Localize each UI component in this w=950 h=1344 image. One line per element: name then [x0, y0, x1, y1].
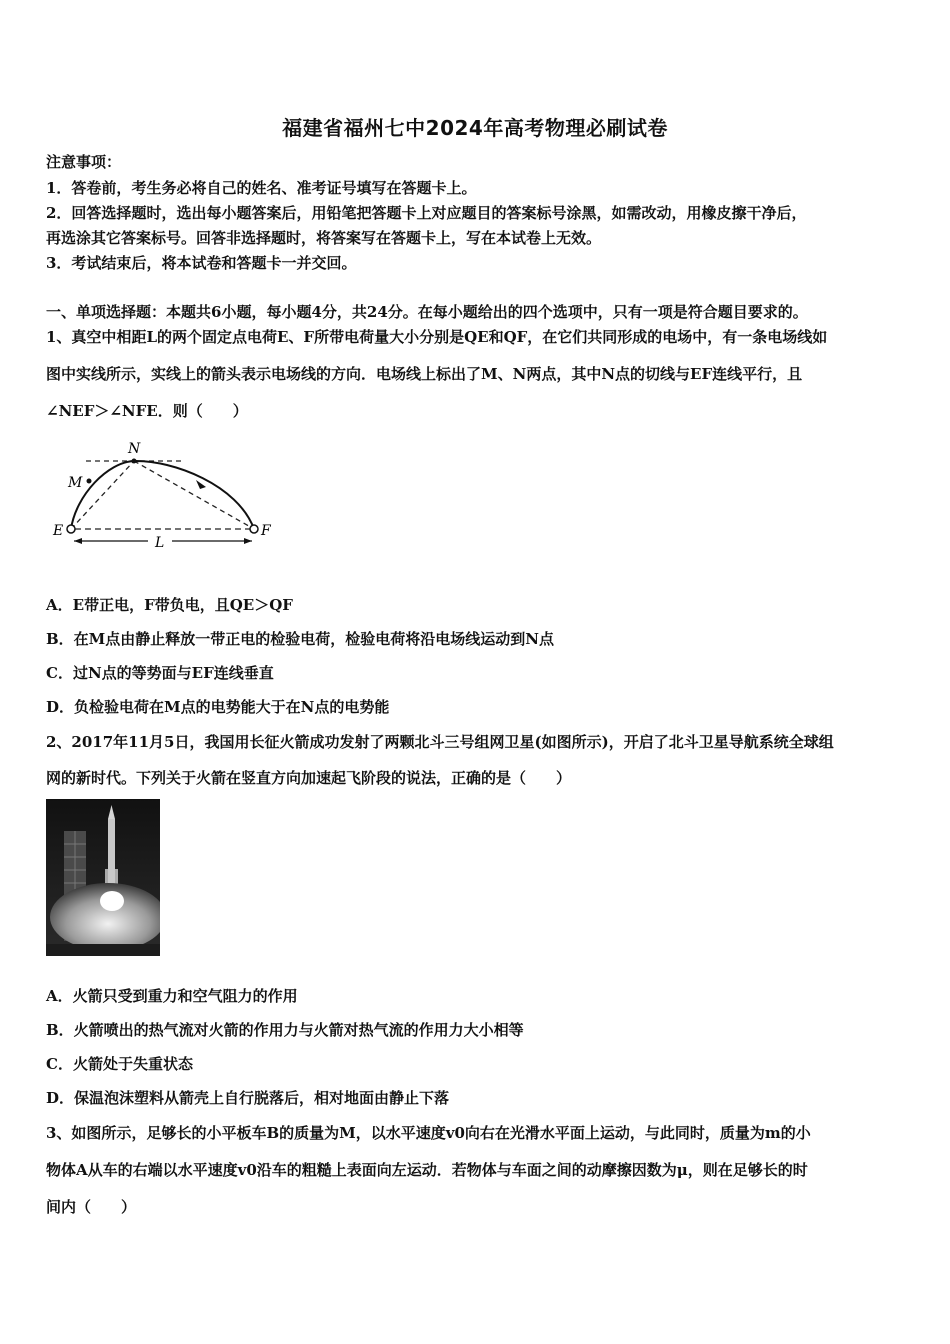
question-2-option: B．火箭喷出的热气流对火箭的作用力与火箭对热气流的作用力大小相等	[46, 1021, 524, 1039]
question-1-option: B．在M点由静止释放一带正电的检验电荷，检验电荷将沿电场线运动到N点	[46, 630, 554, 648]
section-heading: 一、单项选择题：本题共6小题，每小题4分，共24分。在每小题给出的四个选项中，只有一项是符合题目要求的。	[46, 303, 808, 321]
page-title: 福建省福州七中2024年高考物理必刷试卷	[282, 116, 668, 140]
question-2-option: A．火箭只受到重力和空气阻力的作用	[46, 987, 298, 1005]
label-N: N	[128, 441, 141, 457]
label-E: E	[53, 523, 64, 539]
label-F: F	[261, 523, 271, 539]
question-2-option: D．保温泡沫塑料从箭壳上自行脱落后，相对地面由静止下落	[46, 1089, 450, 1107]
question-1-option: A．E带正电，F带负电，且QE＞QF	[46, 596, 293, 614]
question-1-text: ∠NEF＞∠NFE．则（ ）	[46, 402, 248, 420]
label-M: M	[68, 475, 83, 491]
question-2-text: 2、2017年11月5日，我国用长征火箭成功发射了两颗北斗三号组网卫星(如图所示)，开启了北斗卫星导航系统全球组	[46, 733, 834, 751]
question-1-text: 1、真空中相距L的两个固定点电荷E、F所带电荷量大小分别是QE和QF，在它们共同形成的电场中，有一条电场线如	[46, 328, 828, 346]
question-3-text: 间内（ ）	[46, 1198, 137, 1216]
question-2-text: 网的新时代。下列关于火箭在竖直方向加速起飞阶段的说法，正确的是（ ）	[46, 769, 572, 787]
label-L: L	[155, 535, 165, 551]
question-3-text: 3、如图所示，足够长的小平板车B的质量为M，以水平速度v0向右在光滑水平面上运动，与此同时，质量为m的小	[46, 1124, 811, 1142]
note-item: 2．回答选择题时，选出每小题答案后，用铅笔把答题卡上对应题目的答案标号涂黑，如需改动，用橡皮擦干净后，	[46, 204, 807, 222]
notes-heading: 注意事项：	[46, 153, 122, 171]
note-item: 再选涂其它答案标号。回答非选择题时，将答案写在答题卡上，写在本试卷上无效。	[46, 229, 602, 247]
question-1-option: C．过N点的等势面与EF连线垂直	[46, 664, 274, 682]
question-2-option: C．火箭处于失重状态	[46, 1055, 193, 1073]
question-3-text: 物体A从车的右端以水平速度v0沿车的粗糙上表面向左运动．若物体与车面之间的动摩擦因数为μ，则在足够长的时	[46, 1161, 808, 1179]
question-1-text: 图中实线所示，实线上的箭头表示电场线的方向．电场线上标出了M、N两点，其中N点的切线与EF连线平行，且	[46, 365, 803, 383]
rocket-launch-photo	[46, 799, 160, 956]
electric-field-figure	[48, 440, 288, 555]
note-item: 1．答卷前，考生务必将自己的姓名、准考证号填写在答题卡上。	[46, 179, 477, 197]
note-item: 3．考试结束后，将本试卷和答题卡一并交回。	[46, 254, 357, 272]
question-1-option: D．负检验电荷在M点的电势能大于在N点的电势能	[46, 698, 390, 716]
